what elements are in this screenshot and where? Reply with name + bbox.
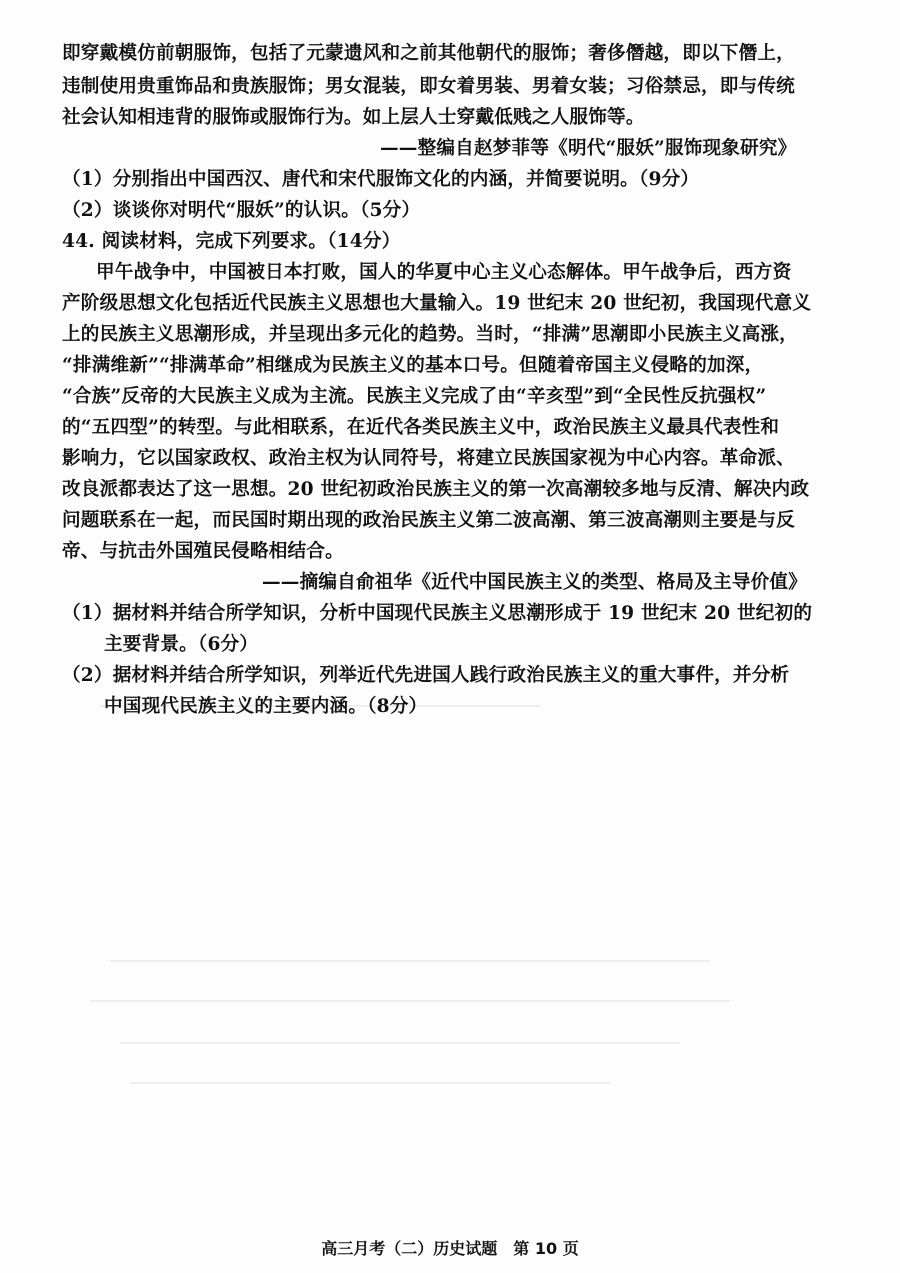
- question-44-part-2-line-2: 中国现代民族主义的主要内涵。（8分）: [104, 696, 428, 717]
- scan-artifact: [90, 1000, 730, 1002]
- scan-artifact: [110, 960, 710, 962]
- scan-artifact: [130, 1082, 610, 1084]
- material-43-line-3: 社会认知相违背的服饰或服饰行为。如上层人士穿戴低贱之人服饰等。: [62, 107, 645, 128]
- material-44-line-8: 改良派都表达了这一思想。20 世纪初政治民族主义的第一次高潮较多地与反清、解决内政: [62, 479, 810, 500]
- material-44-line-5: “合族”反帝的大民族主义成为主流。民族主义完成了由“辛亥型”到“全民性反抗强权”: [62, 386, 767, 407]
- material-43-line-1: 即穿戴模仿前朝服饰，包括了元蒙遗风和之前其他朝代的服饰；奢侈僭越，即以下僭上，: [62, 43, 795, 64]
- material-44-line-6: 的“五四型”的转型。与此相联系，在近代各类民族主义中，政治民族主义最具代表性和: [62, 417, 780, 438]
- page-footer: 高三月考（二）历史试题 第 10 页: [321, 1239, 579, 1258]
- question-43-part-1: （1）分别指出中国西汉、唐代和宋代服饰文化的内涵，并简要说明。（9分）: [62, 169, 700, 190]
- material-44-line-3: 上的民族主义思潮形成，并呈现出多元化的趋势。当时，“排满”思潮即小民族主义高涨，: [62, 324, 798, 345]
- material-44-line-2: 产阶级思想文化包括近代民族主义思想也大量输入。19 世纪末 20 世纪初，我国现代意义: [62, 293, 812, 314]
- question-44-part-1-line-2: 主要背景。（6分）: [104, 634, 259, 655]
- material-44-line-4: “排满维新”“排满革命”相继成为民族主义的基本口号。但随着帝国主义侵略的加深，: [62, 355, 764, 376]
- material-44-line-10: 帝、与抗击外国殖民侵略相结合。: [62, 541, 344, 562]
- material-43-source: ——整编自赵梦菲等《明代“服妖”服饰现象研究》: [380, 138, 797, 159]
- scan-artifact: [100, 705, 540, 707]
- question-44-part-1-line-1: （1）据材料并结合所学知识，分析中国现代民族主义思潮形成于 19 世纪末 20 世纪初的: [62, 603, 813, 624]
- material-43-line-2: 违制使用贵重饰品和贵族服饰；男女混装，即女着男装、男着女装；习俗禁忌，即与传统: [62, 76, 795, 97]
- material-44-line-1: 甲午战争中，中国被日本打败，国人的华夏中心主义心态解体。甲午战争后，西方资: [96, 262, 792, 283]
- question-44-part-2-line-1: （2）据材料并结合所学知识，列举近代先进国人践行政治民族主义的重大事件，并分析: [62, 665, 790, 686]
- question-43-part-2: （2）谈谈你对明代“服妖”的认识。（5分）: [62, 200, 421, 221]
- material-44-line-7: 影响力，它以国家政权、政治主权为认同符号，将建立民族国家视为中心内容。革命派、: [62, 448, 795, 469]
- scan-artifact: [120, 1042, 680, 1044]
- material-44-source: ——摘编自俞祖华《近代中国民族主义的类型、格局及主导价值》: [262, 572, 808, 593]
- question-44-heading: 44. 阅读材料，完成下列要求。（14分）: [62, 231, 401, 252]
- material-44-line-9: 问题联系在一起，而民国时期出现的政治民族主义第二波高潮、第三波高潮则主要是与反: [62, 510, 795, 531]
